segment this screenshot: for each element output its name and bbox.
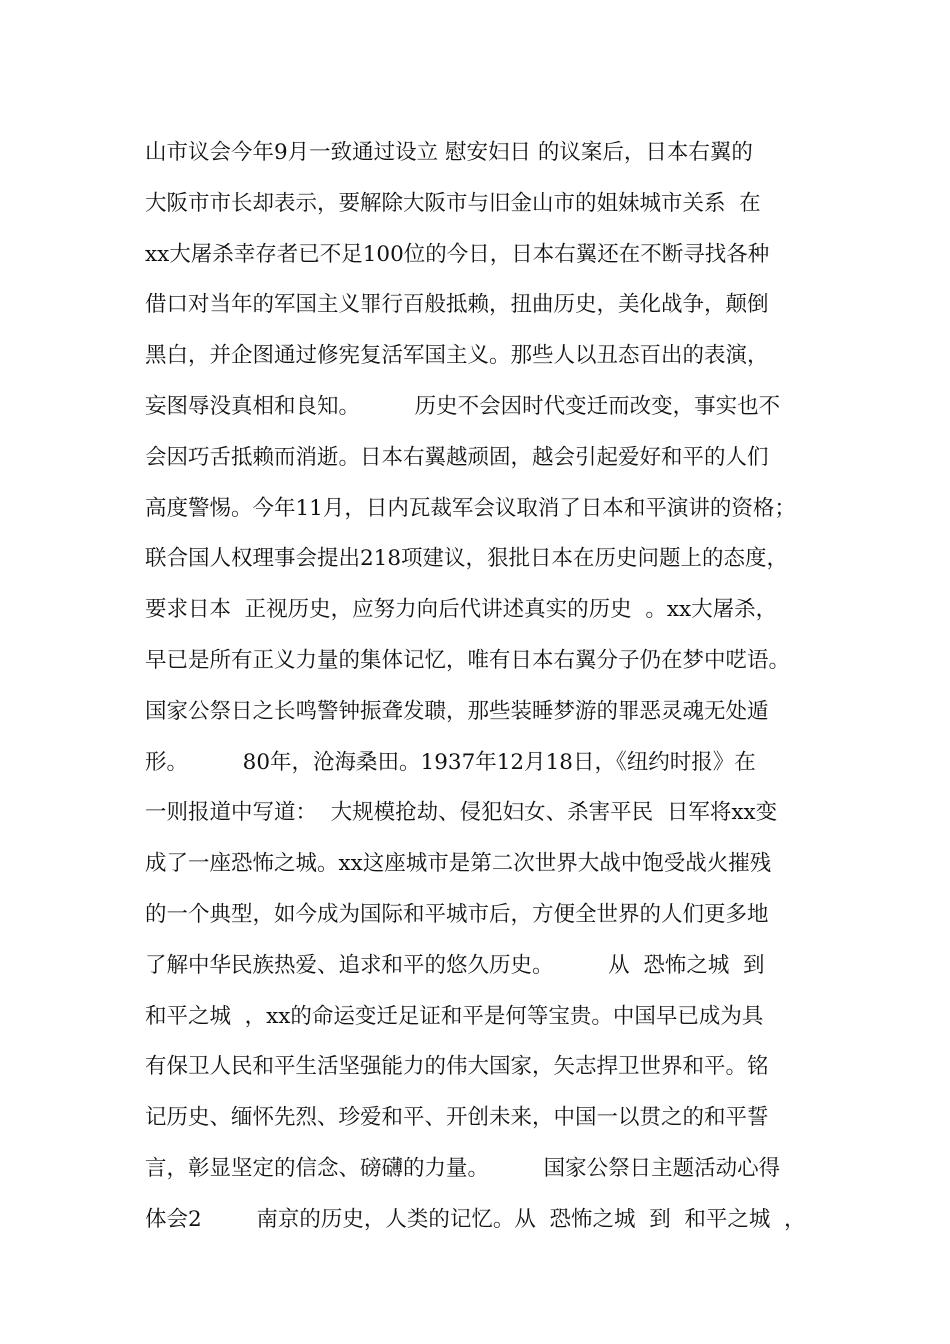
text-line: 记历史、缅怀先烈、珍爱和平、开创未来，中国一以贯之的和平誓 [145, 1105, 769, 1131]
text-line: xx大屠杀幸存者已不足100位的今日，日本右翼还在不断寻找各种 [145, 241, 770, 267]
text-line: 有保卫人民和平生活坚强能力的伟大国家，矢志捍卫世界和平。铭 [145, 1054, 769, 1080]
text-line: 形。 80年，沧海桑田。1937年12月18日，《纽约时报》在 [145, 749, 756, 775]
text-line: 成了一座恐怖之城。xx这座城市是第二次世界大战中饱受战火摧残 [145, 851, 772, 877]
text-line: 黑白，并企图通过修宪复活军国主义。那些人以丑态百出的表演， [145, 343, 769, 369]
text-line: 高度警惕。今年11月，日内瓦裁军会议取消了日本和平演讲的资格； [145, 495, 796, 521]
text-line: 一则报道中写道： 大规模抢劫、侵犯妇女、杀害平民 日军将xx变 [145, 800, 778, 826]
text-line: 借口对当年的军国主义罪行百般抵赖，扭曲历史，美化战争，颠倒 [145, 292, 769, 318]
text-line: 了解中华民族热爱、追求和平的悠久历史。 从 恐怖之城 到 [145, 952, 765, 978]
text-line: 会因巧舌抵赖而消逝。日本右翼越顽固，越会引起爱好和平的人们 [145, 444, 769, 470]
text-line: 要求日本 正视历史，应努力向后代讲述真实的历史 。xx大屠杀， [145, 597, 778, 623]
text-line: 言，彰显坚定的信念、磅礴的力量。 国家公祭日主题活动心得 [145, 1155, 781, 1181]
text-line: 联合国人权理事会提出218项建议，狠批日本在历史问题上的态度， [145, 546, 789, 572]
body-text [145, 128, 835, 1246]
text-line: 妄图辱没真相和良知。 历史不会因时代变迁而改变，事实也不 [145, 393, 781, 419]
text-line: 体会2 南京的历史，人类的记忆。从 恐怖之城 到 和平之城 ， [145, 1206, 806, 1232]
text-line: 山市议会今年9月一致通过设立 慰安妇日 的议案后，日本右翼的 [145, 140, 753, 165]
text-line: 早已是所有正义力量的集体记忆，唯有日本右翼分子仍在梦中呓语。 [145, 647, 791, 673]
text-line: 大阪市市长却表示，要解除大阪市与旧金山市的姐妹城市关系 在 [145, 190, 761, 216]
text-line: 的一个典型，如今成为国际和平城市后，方便全世界的人们更多地 [145, 901, 769, 927]
text-line: 和平之城 ，xx的命运变迁足证和平是何等宝贵。中国早已成为具 [145, 1003, 764, 1029]
text-line: 国家公祭日之长鸣警钟振聋发聩，那些装睡梦游的罪恶灵魂无处遁 [145, 698, 769, 724]
